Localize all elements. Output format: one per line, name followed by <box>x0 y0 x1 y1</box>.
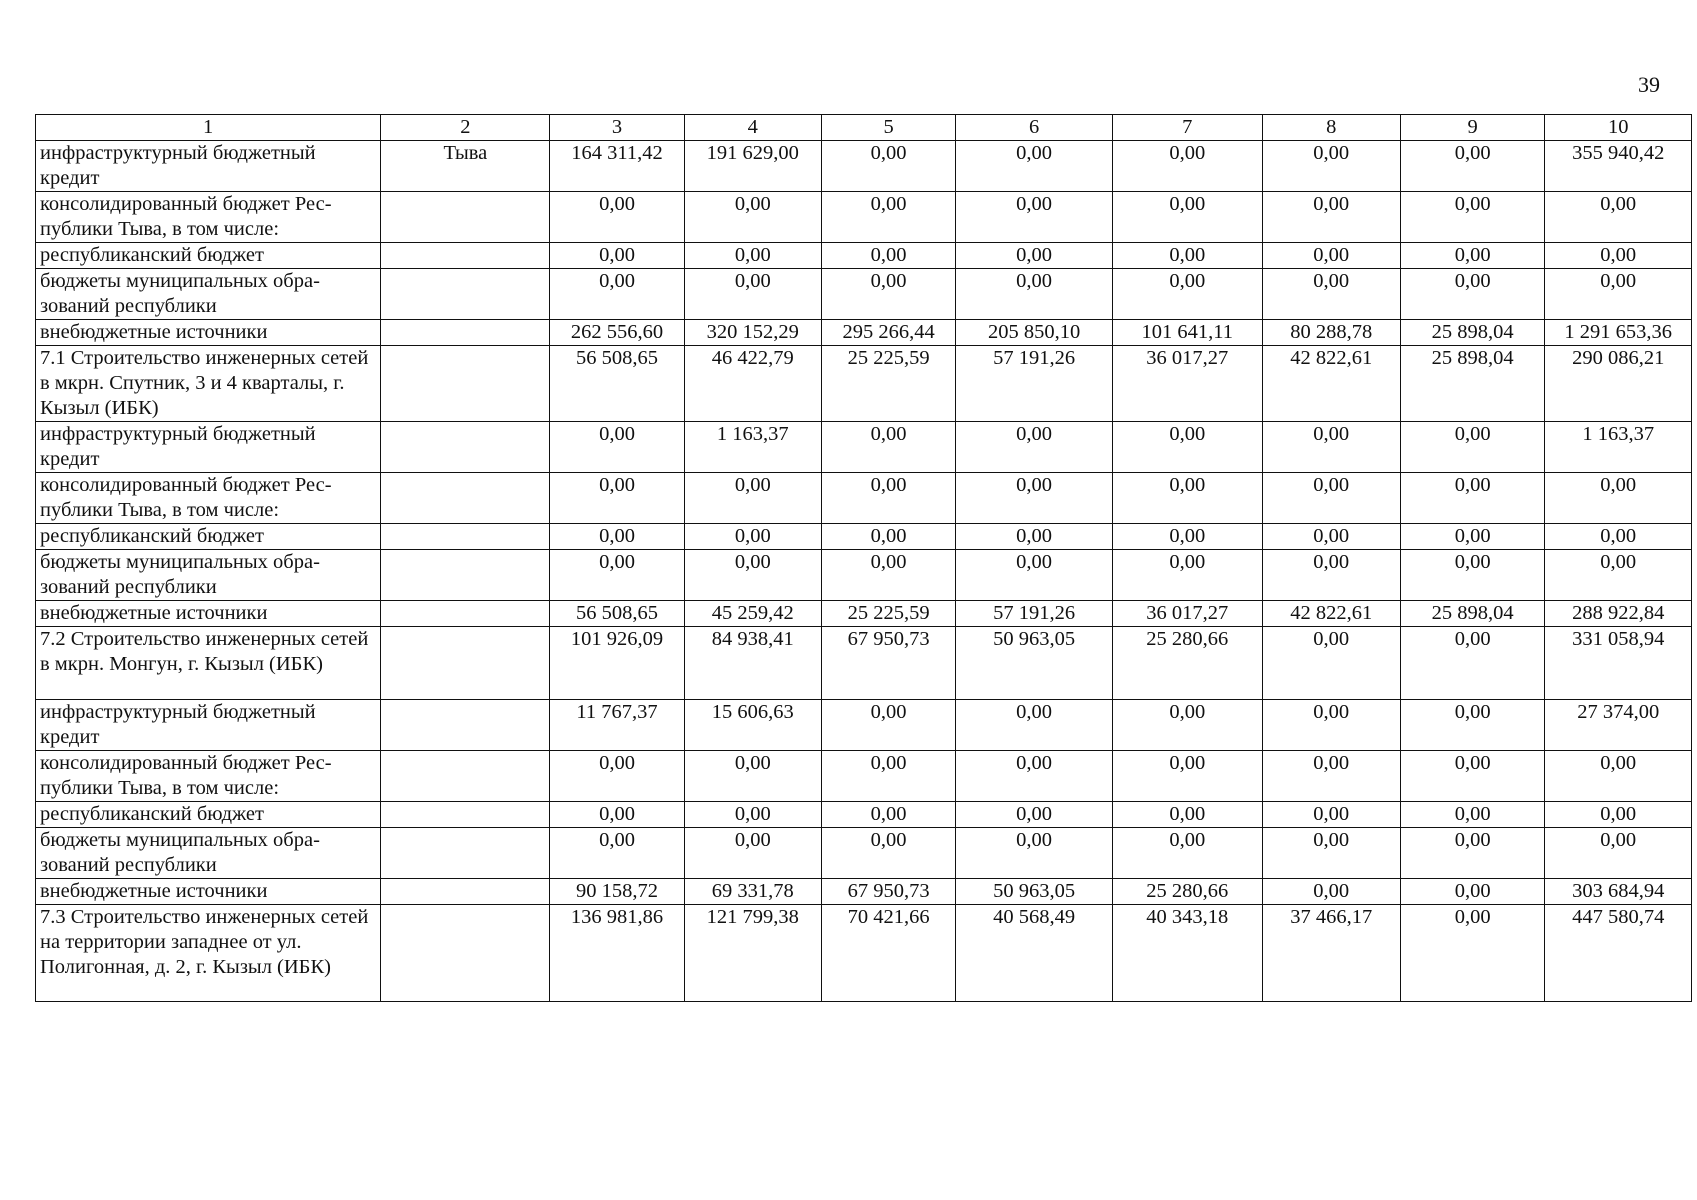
table-row <box>36 243 1692 269</box>
column-header: 2 <box>381 115 550 141</box>
value-cell: 0,00 <box>684 524 821 550</box>
value-cell: 0,00 <box>684 751 821 802</box>
value-cell: 0,00 <box>684 192 821 243</box>
region-cell: Тыва <box>381 141 550 192</box>
value-cell: 0,00 <box>1112 828 1262 879</box>
value-cell: 0,00 <box>821 550 955 601</box>
table-row <box>36 879 1692 905</box>
region-cell <box>381 627 550 700</box>
value-cell: 56 508,65 <box>550 346 684 422</box>
column-header: 8 <box>1262 115 1400 141</box>
value-cell: 67 950,73 <box>821 879 955 905</box>
table-row <box>36 346 1692 422</box>
value-cell: 0,00 <box>821 192 955 243</box>
region-cell <box>381 700 550 751</box>
value-cell: 0,00 <box>821 422 955 473</box>
value-cell: 320 152,29 <box>684 320 821 346</box>
value-cell: 0,00 <box>1545 269 1692 320</box>
value-cell: 46 422,79 <box>684 346 821 422</box>
value-cell: 121 799,38 <box>684 905 821 1002</box>
table-row <box>36 700 1692 751</box>
value-cell: 0,00 <box>821 802 955 828</box>
value-cell: 40 343,18 <box>1112 905 1262 1002</box>
value-cell: 205 850,10 <box>956 320 1113 346</box>
value-cell: 0,00 <box>1262 422 1400 473</box>
table-row <box>36 269 1692 320</box>
value-cell: 0,00 <box>956 473 1113 524</box>
row-label: бюджеты муниципальных обра-зований республики <box>36 269 381 320</box>
value-cell: 0,00 <box>1545 473 1692 524</box>
value-cell: 0,00 <box>1262 269 1400 320</box>
value-cell: 0,00 <box>956 700 1113 751</box>
value-cell: 0,00 <box>1262 550 1400 601</box>
value-cell: 0,00 <box>1400 828 1544 879</box>
value-cell: 50 963,05 <box>956 627 1113 700</box>
region-cell <box>381 601 550 627</box>
value-cell: 0,00 <box>821 141 955 192</box>
value-cell: 447 580,74 <box>1545 905 1692 1002</box>
row-label: бюджеты муниципальных обра-зований республики <box>36 828 381 879</box>
value-cell: 0,00 <box>821 828 955 879</box>
value-cell: 84 938,41 <box>684 627 821 700</box>
value-cell: 0,00 <box>956 141 1113 192</box>
value-cell: 70 421,66 <box>821 905 955 1002</box>
value-cell: 0,00 <box>550 473 684 524</box>
value-cell: 36 017,27 <box>1112 601 1262 627</box>
value-cell: 0,00 <box>1112 141 1262 192</box>
table-row <box>36 422 1692 473</box>
column-header: 5 <box>821 115 955 141</box>
value-cell: 0,00 <box>1400 751 1544 802</box>
value-cell: 0,00 <box>1112 473 1262 524</box>
value-cell: 0,00 <box>1400 524 1544 550</box>
value-cell: 0,00 <box>1400 905 1544 1002</box>
value-cell: 69 331,78 <box>684 879 821 905</box>
value-cell: 1 163,37 <box>684 422 821 473</box>
value-cell: 0,00 <box>1262 751 1400 802</box>
table-row <box>36 601 1692 627</box>
table-row <box>36 828 1692 879</box>
region-cell <box>381 422 550 473</box>
value-cell: 40 568,49 <box>956 905 1113 1002</box>
row-label: бюджеты муниципальных обра-зований республики <box>36 550 381 601</box>
value-cell: 355 940,42 <box>1545 141 1692 192</box>
value-cell: 0,00 <box>1545 751 1692 802</box>
value-cell: 0,00 <box>956 192 1113 243</box>
value-cell: 67 950,73 <box>821 627 955 700</box>
value-cell: 0,00 <box>684 269 821 320</box>
value-cell: 0,00 <box>1400 879 1544 905</box>
region-cell <box>381 269 550 320</box>
value-cell: 0,00 <box>1400 700 1544 751</box>
region-cell <box>381 524 550 550</box>
region-cell <box>381 751 550 802</box>
value-cell: 0,00 <box>821 524 955 550</box>
value-cell: 0,00 <box>1400 141 1544 192</box>
value-cell: 0,00 <box>550 192 684 243</box>
column-header: 6 <box>956 115 1113 141</box>
value-cell: 0,00 <box>956 269 1113 320</box>
row-label: внебюджетные источники <box>36 320 381 346</box>
value-cell: 0,00 <box>550 828 684 879</box>
value-cell: 0,00 <box>821 473 955 524</box>
value-cell: 25 280,66 <box>1112 627 1262 700</box>
value-cell: 0,00 <box>1545 524 1692 550</box>
value-cell: 57 191,26 <box>956 346 1113 422</box>
value-cell: 1 291 653,36 <box>1545 320 1692 346</box>
column-header: 9 <box>1400 115 1544 141</box>
value-cell: 303 684,94 <box>1545 879 1692 905</box>
row-label: инфраструктурный бюджетный кредит <box>36 700 381 751</box>
value-cell: 0,00 <box>684 550 821 601</box>
value-cell: 0,00 <box>1545 802 1692 828</box>
region-cell <box>381 346 550 422</box>
column-header: 1 <box>36 115 381 141</box>
value-cell: 0,00 <box>1112 422 1262 473</box>
value-cell: 50 963,05 <box>956 879 1113 905</box>
value-cell: 0,00 <box>684 802 821 828</box>
region-cell <box>381 828 550 879</box>
value-cell: 1 163,37 <box>1545 422 1692 473</box>
region-cell <box>381 550 550 601</box>
value-cell: 0,00 <box>1262 627 1400 700</box>
table-row <box>36 141 1692 192</box>
value-cell: 0,00 <box>1262 802 1400 828</box>
value-cell: 0,00 <box>1112 192 1262 243</box>
value-cell: 0,00 <box>550 422 684 473</box>
value-cell: 0,00 <box>956 751 1113 802</box>
value-cell: 25 225,59 <box>821 601 955 627</box>
value-cell: 0,00 <box>956 243 1113 269</box>
table-row <box>36 524 1692 550</box>
value-cell: 0,00 <box>1545 550 1692 601</box>
row-label: 7.3 Строительство инженерных сетей на территории западнее от ул. Полигонная, д. 2, г. Кызыл (ИБК) <box>36 905 381 1002</box>
value-cell: 0,00 <box>956 802 1113 828</box>
value-cell: 0,00 <box>956 524 1113 550</box>
column-header: 3 <box>550 115 684 141</box>
value-cell: 25 898,04 <box>1400 346 1544 422</box>
region-cell <box>381 802 550 828</box>
value-cell: 0,00 <box>1112 550 1262 601</box>
value-cell: 0,00 <box>1262 828 1400 879</box>
table-row <box>36 751 1692 802</box>
value-cell: 0,00 <box>1545 828 1692 879</box>
value-cell: 0,00 <box>956 422 1113 473</box>
row-label: республиканский бюджет <box>36 524 381 550</box>
value-cell: 0,00 <box>821 269 955 320</box>
value-cell: 11 767,37 <box>550 700 684 751</box>
value-cell: 0,00 <box>1262 192 1400 243</box>
value-cell: 0,00 <box>1262 243 1400 269</box>
value-cell: 0,00 <box>1400 243 1544 269</box>
value-cell: 25 898,04 <box>1400 320 1544 346</box>
table-row <box>36 550 1692 601</box>
value-cell: 0,00 <box>550 524 684 550</box>
value-cell: 0,00 <box>821 751 955 802</box>
value-cell: 37 466,17 <box>1262 905 1400 1002</box>
value-cell: 0,00 <box>550 269 684 320</box>
value-cell: 0,00 <box>1400 269 1544 320</box>
page-number: 39 <box>1638 72 1660 97</box>
region-cell <box>381 243 550 269</box>
value-cell: 0,00 <box>550 802 684 828</box>
value-cell: 25 898,04 <box>1400 601 1544 627</box>
value-cell: 27 374,00 <box>1545 700 1692 751</box>
table-row <box>36 802 1692 828</box>
value-cell: 191 629,00 <box>684 141 821 192</box>
table-row <box>36 320 1692 346</box>
value-cell: 0,00 <box>1112 802 1262 828</box>
row-label: консолидированный бюджет Рес-публики Тыва, в том числе: <box>36 192 381 243</box>
value-cell: 288 922,84 <box>1545 601 1692 627</box>
value-cell: 0,00 <box>684 828 821 879</box>
value-cell: 101 641,11 <box>1112 320 1262 346</box>
value-cell: 331 058,94 <box>1545 627 1692 700</box>
row-label: республиканский бюджет <box>36 802 381 828</box>
row-label: внебюджетные источники <box>36 879 381 905</box>
value-cell: 0,00 <box>684 243 821 269</box>
value-cell: 0,00 <box>684 473 821 524</box>
row-label: 7.2 Строительство инженерных сетей в мкрн. Монгун, г. Кызыл (ИБК) <box>36 627 381 700</box>
value-cell: 164 311,42 <box>550 141 684 192</box>
value-cell: 25 225,59 <box>821 346 955 422</box>
value-cell: 90 158,72 <box>550 879 684 905</box>
row-label: инфраструктурный бюджетный кредит <box>36 141 381 192</box>
value-cell: 0,00 <box>1262 879 1400 905</box>
region-cell <box>381 473 550 524</box>
value-cell: 0,00 <box>550 751 684 802</box>
value-cell: 0,00 <box>1112 751 1262 802</box>
value-cell: 0,00 <box>1400 422 1544 473</box>
table-row <box>36 473 1692 524</box>
table-row <box>36 192 1692 243</box>
table-row <box>36 905 1692 1002</box>
value-cell: 295 266,44 <box>821 320 955 346</box>
table-header-row <box>36 115 1692 141</box>
value-cell: 290 086,21 <box>1545 346 1692 422</box>
value-cell: 0,00 <box>821 243 955 269</box>
value-cell: 15 606,63 <box>684 700 821 751</box>
value-cell: 0,00 <box>1262 524 1400 550</box>
value-cell: 0,00 <box>956 828 1113 879</box>
region-cell <box>381 879 550 905</box>
value-cell: 56 508,65 <box>550 601 684 627</box>
value-cell: 262 556,60 <box>550 320 684 346</box>
value-cell: 0,00 <box>1112 700 1262 751</box>
column-header: 4 <box>684 115 821 141</box>
column-header: 7 <box>1112 115 1262 141</box>
value-cell: 0,00 <box>1400 627 1544 700</box>
value-cell: 25 280,66 <box>1112 879 1262 905</box>
row-label: внебюджетные источники <box>36 601 381 627</box>
value-cell: 0,00 <box>1112 524 1262 550</box>
row-label: инфраструктурный бюджетный кредит <box>36 422 381 473</box>
region-cell <box>381 320 550 346</box>
value-cell: 0,00 <box>956 550 1113 601</box>
value-cell: 0,00 <box>1400 550 1544 601</box>
table-row <box>36 627 1692 700</box>
row-label: 7.1 Строительство инженерных сетей в мкрн. Спутник, 3 и 4 кварталы, г. Кызыл (ИБК) <box>36 346 381 422</box>
value-cell: 0,00 <box>1400 192 1544 243</box>
value-cell: 42 822,61 <box>1262 346 1400 422</box>
region-cell <box>381 905 550 1002</box>
value-cell: 0,00 <box>550 243 684 269</box>
region-cell <box>381 192 550 243</box>
column-header: 10 <box>1545 115 1692 141</box>
value-cell: 101 926,09 <box>550 627 684 700</box>
value-cell: 45 259,42 <box>684 601 821 627</box>
budget-table <box>35 114 1692 1002</box>
value-cell: 57 191,26 <box>956 601 1113 627</box>
value-cell: 0,00 <box>821 700 955 751</box>
value-cell: 0,00 <box>1545 192 1692 243</box>
value-cell: 0,00 <box>1400 802 1544 828</box>
value-cell: 0,00 <box>1262 141 1400 192</box>
row-label: консолидированный бюджет Рес-публики Тыва, в том числе: <box>36 751 381 802</box>
value-cell: 42 822,61 <box>1262 601 1400 627</box>
value-cell: 0,00 <box>1112 269 1262 320</box>
value-cell: 136 981,86 <box>550 905 684 1002</box>
row-label: республиканский бюджет <box>36 243 381 269</box>
value-cell: 0,00 <box>1112 243 1262 269</box>
value-cell: 0,00 <box>550 550 684 601</box>
value-cell: 0,00 <box>1262 700 1400 751</box>
value-cell: 80 288,78 <box>1262 320 1400 346</box>
row-label: консолидированный бюджет Рес-публики Тыва, в том числе: <box>36 473 381 524</box>
value-cell: 0,00 <box>1262 473 1400 524</box>
value-cell: 0,00 <box>1545 243 1692 269</box>
value-cell: 0,00 <box>1400 473 1544 524</box>
value-cell: 36 017,27 <box>1112 346 1262 422</box>
